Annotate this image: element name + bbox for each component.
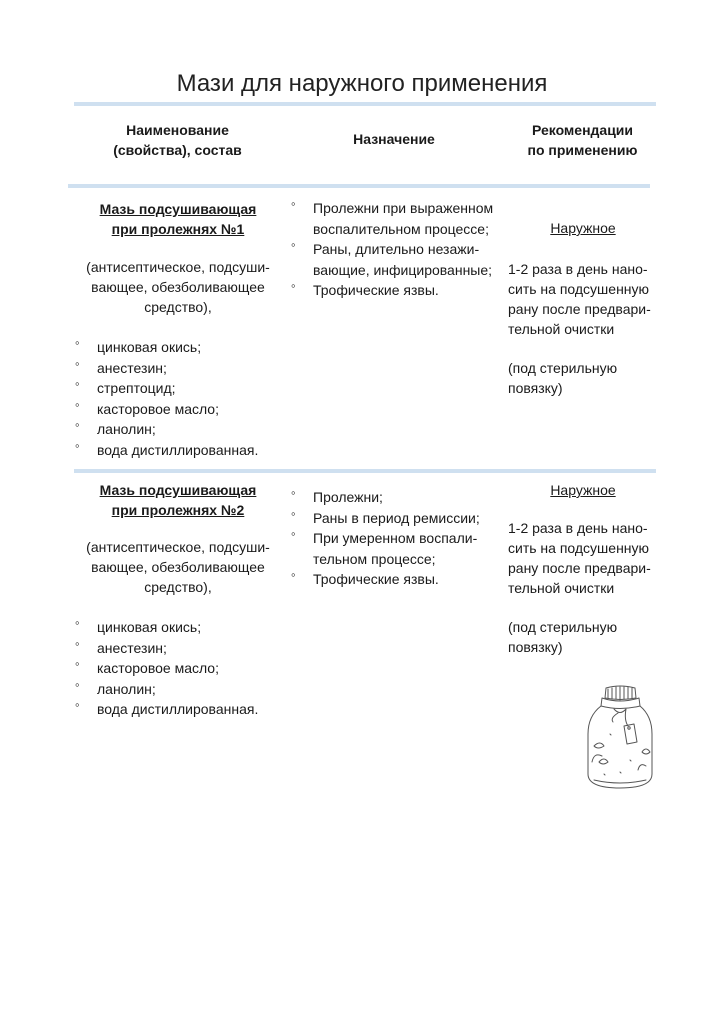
row-2-properties (74, 537, 282, 597)
row-2-purpose-3-line-2: тельном процессе; (313, 550, 436, 567)
row-2-note (508, 617, 658, 657)
row-1-dosage-line-1: 1-2 раза в день нано- (508, 261, 648, 277)
list-item (291, 239, 501, 280)
row-2-dosage-line-4: тельной очистки (508, 580, 615, 596)
row-1-properties-line-2: вающее, обезболивающее (91, 279, 265, 295)
row-1-purpose-1-line-2: воспалительном процессе; (313, 220, 489, 237)
list-item (291, 487, 501, 508)
row-1-dosage-line-4: тельной очистки (508, 321, 615, 337)
row-2-purpose-list (291, 487, 501, 590)
header-recommendation-line-1: Рекомендации (531, 122, 634, 138)
list-item: ◦ цинковая окись; (75, 617, 290, 638)
row-1-note-line-1: (под стерильную (508, 360, 618, 376)
list-item: ◦ цинковая окись; (75, 337, 290, 358)
row-2-name-cell (74, 480, 282, 597)
row-2-ingredients-list (75, 617, 290, 720)
row-1-dosage-line-2: сить на подсушенную (508, 281, 650, 297)
row-1-purpose-2-line-2: вающие, инфицированные; (313, 261, 493, 278)
row-1-properties-line-1: (антисептическое, подсуши- (86, 259, 270, 275)
header-recommendation-line-2: по применению (527, 142, 638, 158)
row-2-purpose-2-line-1: ◦ Раны в период ремиссии; (313, 509, 480, 526)
list-item: ◦ анестезин; (75, 638, 290, 659)
row-1-purpose-2-line-1: ◦ Раны, длительно незажи- (313, 241, 480, 257)
row-1-ingredients-list (75, 337, 290, 460)
list-item: ◦ ланолин; (75, 419, 290, 440)
row-2-dosage-line-1: 1-2 раза в день нано- (508, 520, 648, 536)
list-item (291, 280, 501, 301)
list-item: ◦ вода дистиллированная. (75, 699, 290, 720)
row-2-purpose-4-line-1: ◦ Трофические язвы. (313, 571, 439, 587)
header-recommendation (505, 120, 660, 160)
list-item: ◦ касторовое масло; (75, 399, 290, 420)
row-1-application: Наружное (550, 220, 616, 236)
row-2-properties-line-1: (антисептическое, подсуши- (86, 539, 270, 555)
header-divider (68, 184, 650, 188)
row-1-product-name (74, 199, 282, 239)
row-1-purpose-1-line-1: ◦ Пролежни при выраженном (313, 200, 494, 216)
list-item: ◦ стрептоцид; (75, 378, 290, 399)
row-2-dosage-line-3: рану после предвари- (508, 560, 651, 576)
page-title: Мази для наружного применения (176, 70, 548, 97)
list-item: ◦ ланолин; (75, 679, 290, 700)
list-item (291, 198, 501, 239)
row-1-name-line-2: при пролежнях №1 (111, 221, 245, 237)
row-2-recommendation-cell (508, 480, 658, 657)
list-item (291, 569, 501, 590)
row-1-dosage (508, 259, 658, 339)
row-1-dosage-line-3: рану после предвари- (508, 301, 651, 317)
list-item: ◦ анестезин; (75, 358, 290, 379)
header-name (70, 120, 285, 160)
list-item (291, 528, 501, 569)
row-2-dosage-line-2: сить на подсушенную (508, 540, 650, 556)
row-2-product-name (74, 480, 282, 520)
row-2-name-line-2: при пролежнях №2 (111, 502, 245, 518)
row-1-purpose-3-line-1: ◦ Трофические язвы. (313, 282, 439, 298)
row-divider (74, 469, 656, 473)
row-1-name-line-1: Мазь подсушивающая (99, 201, 257, 217)
row-2-properties-line-2: вающее, обезболивающее (91, 559, 265, 575)
row-2-name-line-1: Мазь подсушивающая (99, 482, 257, 498)
row-2-purpose-3-line-1: ◦ При умеренном воспали- (313, 530, 478, 546)
jar-icon (580, 682, 660, 794)
row-2-purpose-1-line-1: ◦ Пролежни; (313, 489, 383, 505)
row-1-note-line-2: повязку) (508, 380, 563, 396)
list-item: ◦ вода дистиллированная. (75, 440, 290, 461)
row-2-application: Наружное (550, 482, 616, 498)
header-purpose: Назначение (353, 131, 435, 147)
row-2-dosage (508, 518, 658, 598)
row-1-purpose-list (291, 198, 501, 301)
title-divider (74, 102, 656, 106)
row-2-note-line-1: (под стерильную (508, 619, 618, 635)
row-1-note (508, 358, 658, 398)
header-name-line-1: Наименование (126, 122, 229, 138)
row-1-recommendation-cell (508, 218, 658, 398)
row-2-note-line-2: повязку) (508, 639, 563, 655)
row-1-name-cell (74, 199, 282, 317)
list-item (291, 508, 501, 529)
row-1-properties (74, 257, 282, 317)
header-name-line-2: (свойства), состав (113, 142, 242, 158)
list-item: ◦ касторовое масло; (75, 658, 290, 679)
row-2-properties-line-3: средство), (144, 579, 212, 595)
row-1-properties-line-3: средство), (144, 299, 212, 315)
